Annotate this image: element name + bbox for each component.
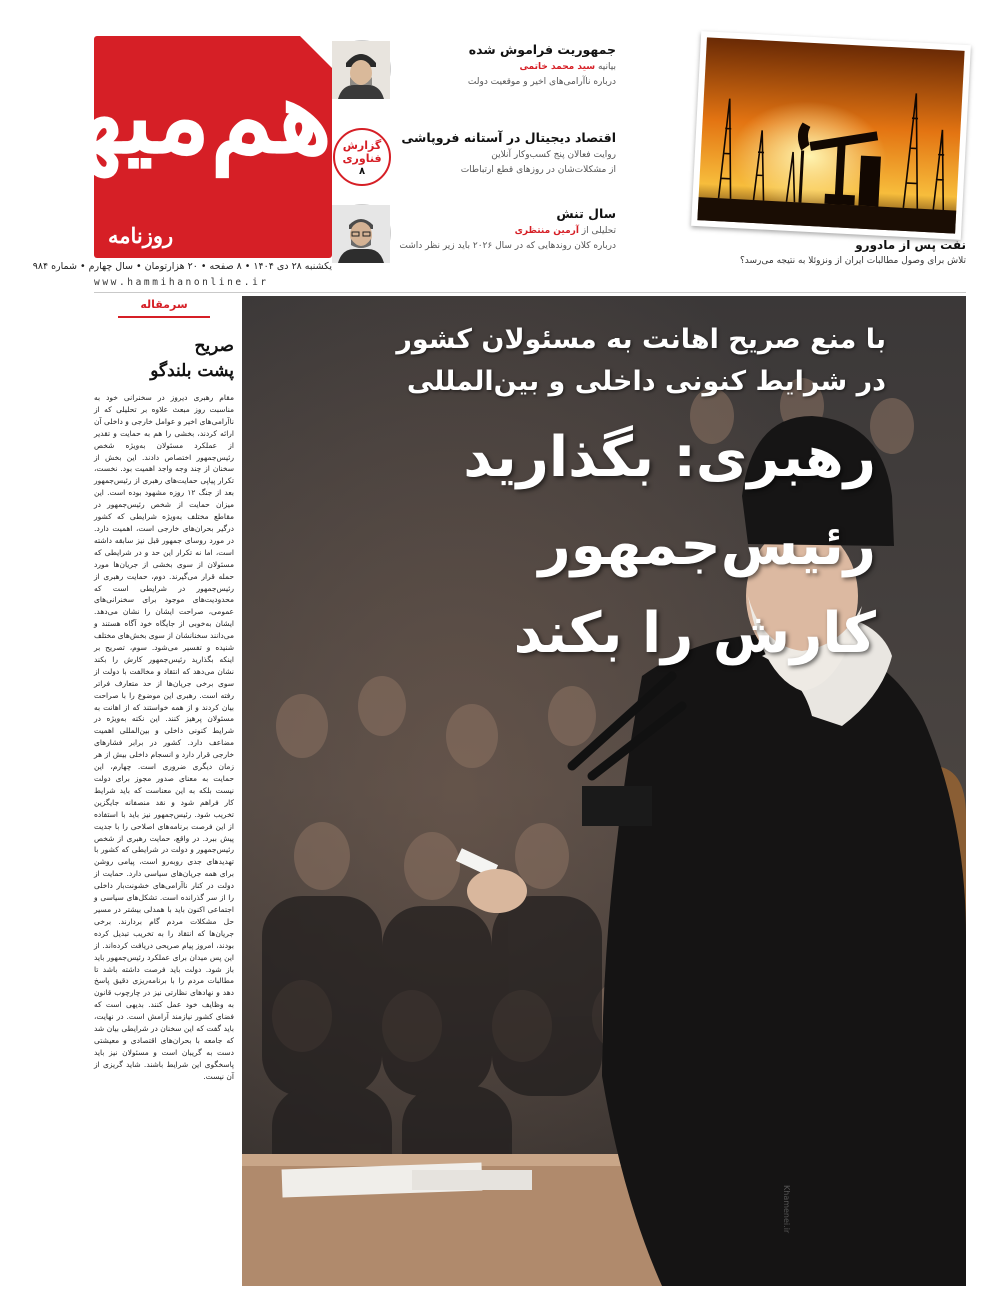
teaser-year-of-tension[interactable] — [346, 204, 616, 270]
tech-report-badge: گزارش فناوری ۸ — [333, 128, 391, 186]
oil-field-illustration — [697, 37, 964, 233]
oil-story-caption: تلاش برای وصول مطالبات ایران از ونزوئلا به نتیجه می‌رسد؟ — [740, 256, 966, 266]
teaser-title: سال تنش — [556, 206, 616, 221]
masthead-divider — [94, 292, 966, 293]
teaser-summary-1: روایت فعالان پنج کسب‌وکار آنلاین — [491, 150, 616, 160]
montazeri-portrait — [333, 204, 391, 262]
teaser-digital-economy[interactable] — [342, 128, 616, 194]
photo-credit: Khamenei.ir — [782, 1185, 791, 1234]
teaser-khatami[interactable] — [346, 40, 616, 106]
editorial-title: صریح پشت بلندگو — [150, 336, 234, 381]
editorial-body: مقام رهبری دیروز در سخنرانی خود به مناسبت روز مبعث علاوه بر تحلیلی که از ناآرامی‌های اخیر و عوامل خارجی و داخلی آن ارائه کردند، بخشی را هم به حمایت و تقدیر از عملکرد مسئولان به‌ویژه شخص رئیس‌جمهور اختصاص دادند. این بخش از سخنان از چند وجه واجد اهمیت بود. نخست، تکرار پیاپی حمایت‌های رهبری از رئیس‌جمهور بعد از جنگ ۱۲ روزه مشهود بوده است. این میزان حمایت از شخص رئیس‌جمهور در مقاطع مختلف به‌ویژه شرایطی که کشور درگیر بحران‌های خارجی است، اهمیت دارد. در مورد روسای جمهور قبل نیز سابقه داشته است، اما نه تکرار این حد و در شرایطی که مسئولان از سوی بخشی از جریان‌ها مورد حمله قرار می‌گیرند. دوم، حمایت رهبری از رئیس‌جمهور در شرایطی است که محدودیت‌های موجود برای سخنرانی‌های عمومی، صراحت ایشان را نشان می‌دهد. ایشان به‌خوبی از جایگاه خود آگاه هستند و می‌دانند سخنانشان از سوی بخش‌های مختلف شنیده و تفسیر می‌شود. سوم، تصریح بر اینکه بگذارید رئیس‌جمهور کارش را بکند نشان می‌دهد که انتقاد و مخالفت با دولت از سوی برخی جریان‌ها از حد متعارف فراتر رفته است. رهبری این موضوع را با صراحت بیان کردند و از همه خواستند که از اهانت به مسئولان پرهیز کنند. این نکته به‌ویژه در شرایط کنونی داخلی و بین‌المللی اهمیت مضاعف دارد. کشور در برابر فشارهای خارجی قرار دارد و انسجام داخلی بیش از هر زمان دیگری ضروری است. چهارم، این حمایت به معنای صدور مجوز برای دولت نیست بلکه به این معناست که باید شرایط کار فراهم شود و نقد منصفانه جایگزین تخریب شود. رئیس‌جمهور نیز باید با استفاده از این فرصت برنامه‌های اصلاحی را با جدیت پیش ببرد. در واقع، حمایت رهبری از شخص رئیس‌جمهور و دولت در شرایطی که کشور با تهدیدهای جدی روبه‌رو است، پیامی روشن برای همه جریان‌های سیاسی دارد. حمایت از دولت در کنار ناآرامی‌های خشونت‌بار داخلی را از سر گذرانده است. تشکل‌های سیاسی و اجتماعی اکنون باید با همدلی بیشتر در مسیر حل مشکلات مردم گام بردارند. برخی جریان‌ها که انتقاد را به تخریب تبدیل کرده بودند، امروز پیام صریحی دریافت کرده‌اند. از این پس میدان برای عملکرد رئیس‌جمهور باید باز شود. دولت باید فرصت داشته باشد تا مطالبات مردم را با برنامه‌ریزی دقیق پاسخ دهد و نهادهای نظارتی نیز در چارچوب قانون به وظایف خود عمل کنند. بدیهی است که فضای کشور نیازمند آرامش است. در نهایت، باید گفت که این سخنان در شرایطی بیان شد که جامعه با بحران‌های اقتصادی و معیشتی دست به گریبان است و مسئولان نیز باید پاسخگوی این شرایط باشند. شاید گریزی از آن نیست. — [94, 393, 234, 1081]
issue-date-line: یکشنبه ۲۸ دی ۱۴۰۴ • ۸ صفحه • ۲۰ هزارتومان • سال چهارم • شماره ۹۸۴ — [32, 261, 332, 272]
logo-wordmark: هم‌میهن — [0, 57, 332, 177]
logo-subtitle: روزنامه — [108, 223, 174, 248]
website-link[interactable]: www.hammihanonline.ir — [94, 277, 269, 288]
main-headline: رهبری: بگذارید رئیس‌جمهور کارش را بکند — [463, 425, 876, 666]
teaser-byline: تحلیلی از آرمین منتظری — [514, 226, 616, 236]
khatami-portrait — [333, 40, 391, 98]
editorial-column[interactable] — [94, 296, 234, 1286]
oil-story-photo[interactable] — [691, 31, 971, 240]
teaser-title: اقتصاد دیجیتال در آستانه فروپاشی — [401, 130, 616, 145]
teaser-summary: درباره ناآرامی‌های اخیر و موقعیت دولت — [467, 77, 616, 87]
editorial-label: سرمقاله — [118, 296, 210, 318]
headline-kicker-1: با منع صریح اهانت به مسئولان کشور — [396, 324, 886, 355]
teaser-summary-2: از مشکلات‌شان در روزهای قطع ارتباطات — [460, 165, 616, 175]
newspaper-logo[interactable] — [0, 36, 332, 258]
teaser-byline: بیانیه سید محمد خاتمی — [519, 62, 616, 72]
headline-kicker-2: در شرایط کنونی داخلی و بین‌المللی — [406, 366, 886, 397]
teaser-title: جمهوریت فراموش شده — [468, 42, 616, 57]
teaser-summary: درباره کلان روندهایی که در سال ۲۰۲۶ باید زیر نظر داشت — [399, 241, 616, 251]
lead-story-photo[interactable] — [242, 296, 966, 1286]
oil-story-title[interactable]: نفت پس از مادورو — [855, 238, 966, 252]
